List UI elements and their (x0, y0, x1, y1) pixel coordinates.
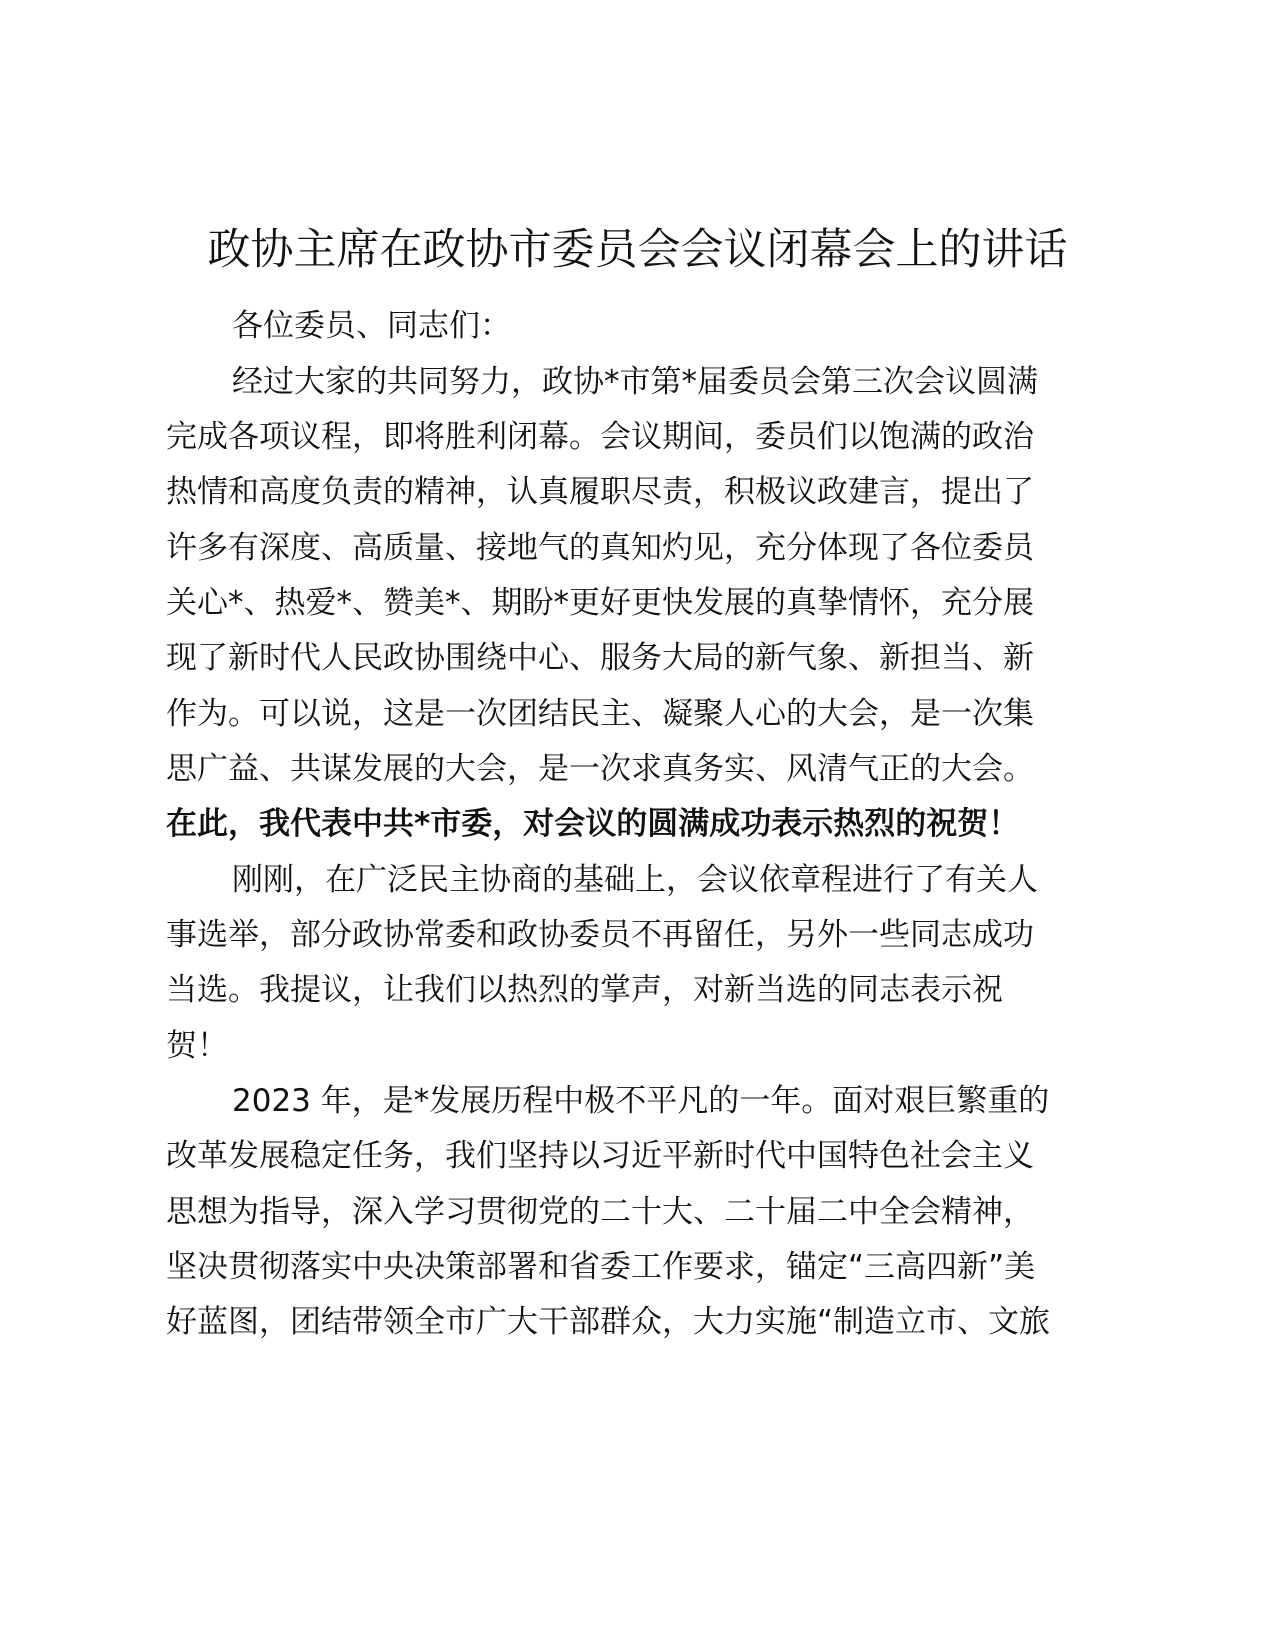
body-line: 作为。可以说，这是一次团结民主、凝聚人心的大会，是一次集 (166, 696, 1034, 732)
salutation-line: 各位委员、同志们： (232, 308, 511, 344)
body-line: 许多有深度、高质量、接地气的真知灼见，充分体现了各位委员 (166, 530, 1034, 566)
body-line: 关心*、热爱*、赞美*、期盼*更好更快发展的真挚情怀，充分展 (166, 585, 1034, 621)
body-line: 2023 年，是*发展历程中极不平凡的一年。面对艰巨繁重的 (232, 1083, 1050, 1119)
body-line: 经过大家的共同努力，政协*市第*届委员会第三次会议圆满 (232, 364, 1038, 400)
document-title: 政协主席在政协市委员会会议闭幕会上的讲话 (207, 225, 1068, 275)
body-line: 思广益、共谋发展的大会，是一次求真务实、风清气正的大会。 (166, 751, 1034, 787)
body-line: 改革发展稳定任务，我们坚持以习近平新时代中国特色社会主义 (166, 1138, 1034, 1174)
body-line: 当选。我提议，让我们以热烈的掌声，对新当选的同志表示祝 (166, 972, 1003, 1008)
body-line: 完成各项议程，即将胜利闭幕。会议期间，委员们以饱满的政治 (166, 419, 1034, 455)
body-line: 事选举，部分政协常委和政协委员不再留任，另外一些同志成功 (166, 917, 1034, 953)
body-line: 贺！ (166, 1028, 228, 1064)
body-line: 好蓝图，团结带领全市广大干部群众，大力实施“制造立市、文旅 (166, 1304, 1051, 1340)
body-line: 思想为指导，深入学习贯彻党的二十大、二十届二中全会精神， (166, 1194, 1034, 1230)
body-line: 坚决贯彻落实中央决策部署和省委工作要求，锚定“三高四新”美 (166, 1249, 1036, 1285)
body-line: 现了新时代人民政协围绕中心、服务大局的新气象、新担当、新 (166, 640, 1034, 676)
body-line: 刚刚，在广泛民主协商的基础上，会议依章程进行了有关人 (232, 862, 1038, 898)
body-line: 在此，我代表中共*市委，对会议的圆满成功表示热烈的祝贺！ (166, 806, 1020, 842)
body-line: 热情和高度负责的精神，认真履职尽责，积极议政建言，提出了 (166, 474, 1034, 510)
